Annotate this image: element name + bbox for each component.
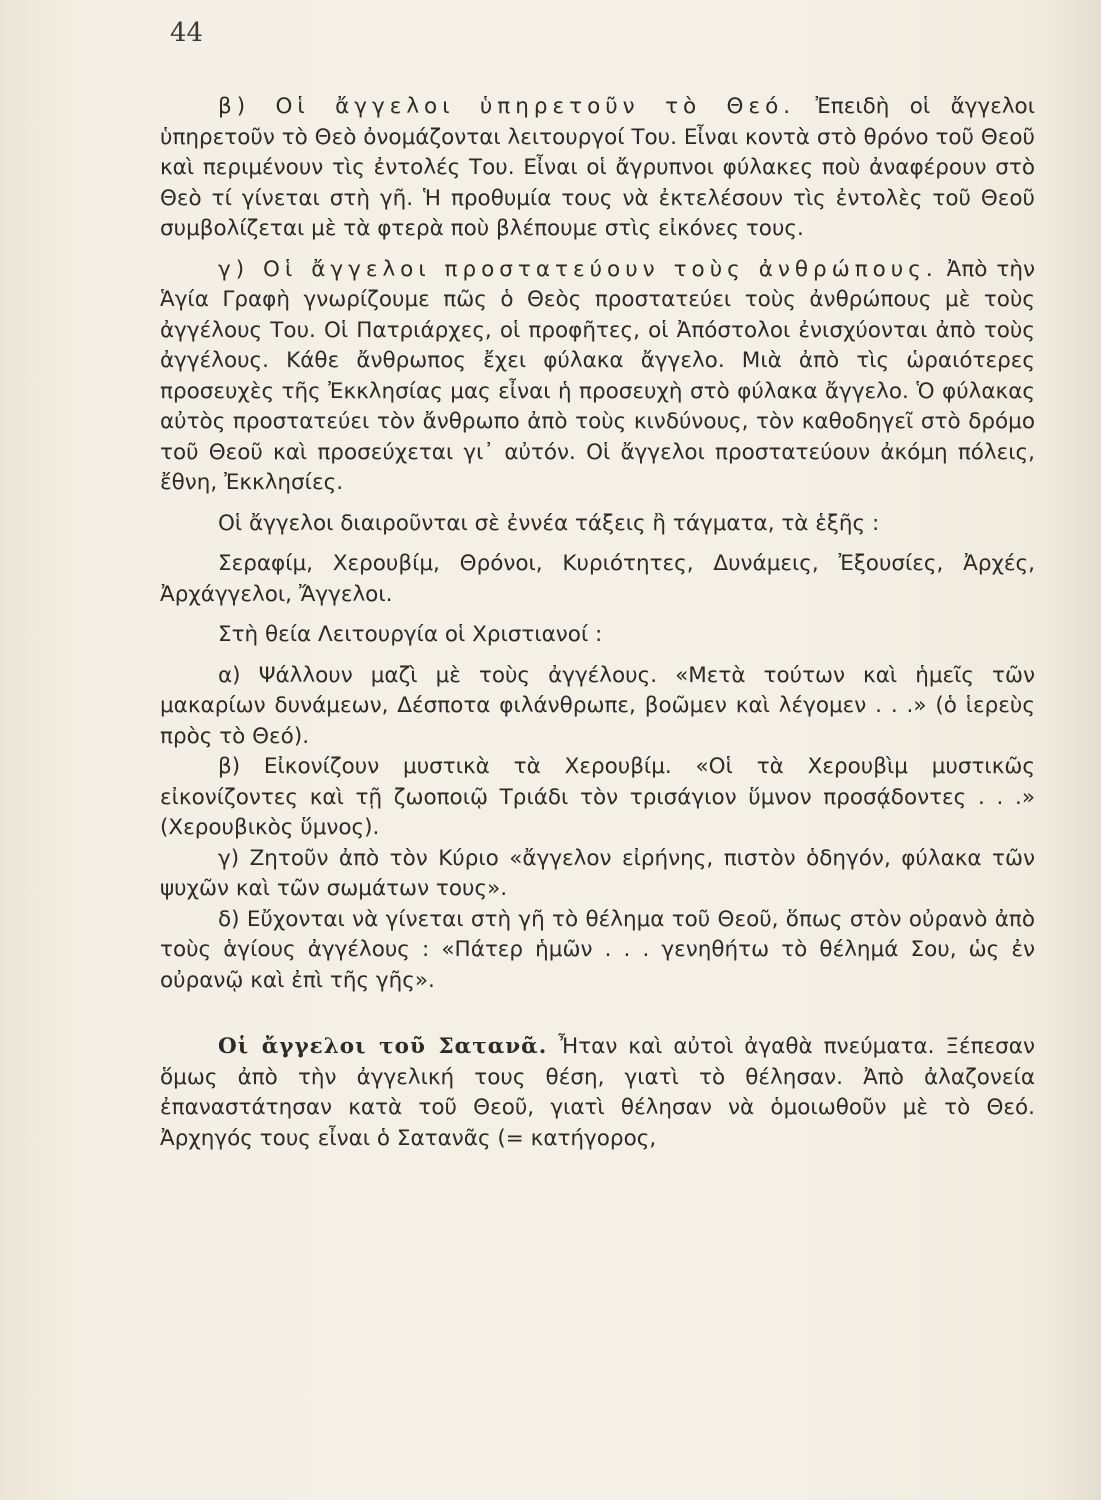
- paragraph-beta: [160, 92, 1035, 245]
- liturgy-intro: Στὴ θεία Λειτουργία οἱ Χριστιανοί :: [218, 622, 603, 647]
- heading-beta: β) Οἱ ἄγγελοι ὑπηρετοῦν τὸ Θεό.: [218, 94, 796, 119]
- heading-satan: Οἱ ἄγγελοι τοῦ Σατανᾶ.: [218, 1034, 548, 1059]
- liturgy-item-d: δ) Εὔχονται νὰ γίνεται στὴ γῆ τὸ θέλημα τοῦ Θεοῦ, ὅπως στὸν οὐρανὸ ἀπὸ τοὺς ἁγίους ἀγγέλους : «Πάτερ ἡμῶν . . . γενηθήτω τὸ θέλημά Σου, ὡς ἐν οὐρανῷ καὶ ἐπὶ τῆς γῆς».: [160, 906, 1035, 993]
- orders-list: Σεραφίμ, Χερουβίμ, Θρόνοι, Κυριότητες, Δυνάμεις, Ἐξουσίες, Ἀρχές, Ἀρχάγγελοι, Ἄγγελοι.: [160, 551, 1035, 607]
- page-number: 44: [170, 18, 204, 48]
- body-text: [160, 92, 1035, 1154]
- paragraph-gamma: [160, 255, 1035, 499]
- liturgy-item-c: γ) Ζητοῦν ἀπὸ τὸν Κύριο «ἄγγελον εἰρήνης, πιστὸν ὁδηγόν, φύλακα τῶν ψυχῶν καὶ τῶν σωμάτων τους».: [160, 845, 1035, 901]
- text-satan: Ἦταν καὶ αὐτοὶ ἀγαθὰ πνεύματα. Ξέπεσαν ὅμως ἀπὸ τὴν ἀγγελική τους θέση, γιατὶ τὸ θέλησαν. Ἀπὸ ἀλαζονεία ἐπαναστάτησαν κατὰ τοῦ Θεοῦ, γιατὶ θέλησαν νὰ ὁμοιωθοῦν μὲ τὸ Θεό. Ἀρχηγός τους εἶναι ὁ Σατανᾶς (= κατήγορος,: [160, 1034, 1035, 1151]
- heading-gamma: γ) Οἱ ἄγγελοι προστατεύουν τοὺς ἀνθρώπους.: [218, 256, 938, 282]
- liturgy-item-b: β) Εἰκονίζουν μυστικὰ τὰ Χερουβίμ. «Οἱ τὰ Χερουβὶμ μυστικῶς εἰκονίζοντες καὶ τῇ ζωοποιῷ Τριάδι τὸν τρισάγιον ὕμνον προσᾴδοντες . . .» (Χερουβικὸς ὕμνος).: [160, 754, 1035, 840]
- text-beta: Ἐπειδὴ οἱ ἄγγελοι ὑπηρετοῦν τὸ Θεὸ ὀνομάζονται λειτουργοί Του. Εἶναι κοντὰ στὸ θρόνο τοῦ Θεοῦ καὶ περιμένουν τὶς ἐντολές Του. Εἶναι οἱ ἄγρυπνοι φύλακες ποὺ ἀναφέρουν στὸ Θεὸ τί γίνεται στὴ γῆ. Ἡ προθυμία τους νὰ ἐκτελέσουν τὶς ἐντολὲς τοῦ Θεοῦ συμβολίζεται μὲ τὰ φτερὰ ποὺ βλέπουμε στὶς εἰκόνες τους.: [160, 94, 1035, 241]
- text-gamma: Ἀπὸ τὴν Ἁγία Γραφὴ γνωρίζουμε πῶς ὁ Θεὸς προστατεύει τοὺς ἀνθρώπους μὲ τοὺς ἀγγέλους Του. Οἱ Πατριάρχες, οἱ προφῆτες, οἱ Ἀπόστολοι ἐνισχύονται ἀπὸ τοὺς ἀγγέλους. Κάθε ἄνθρωπος ἔχει φύλακα ἄγγελο. Μιὰ ἀπὸ τὶς ὡραιότερες προσευχὲς τῆς Ἐκκλησίας μας εἶναι ἡ προσευχὴ στὸ φύλακα ἄγγελο. Ὁ φύλακας αὐτὸς προστατεύει τὸν ἄνθρωπο ἀπὸ τοὺς κινδύνους, τὸν καθοδηγεῖ στὸ δρόμο τοῦ Θεοῦ καὶ προσεύχεται γι᾿ αὐτόν. Οἱ ἄγγελοι προστατεύουν ἀκόμη πόλεις, ἔθνη, Ἐκκλησίες.: [160, 256, 1035, 495]
- liturgy-item-a: α) Ψάλλουν μαζὶ μὲ τοὺς ἀγγέλους. «Μετὰ τούτων καὶ ἡμεῖς τῶν μακαρίων δυνάμεων, Δέσποτα φιλάνθρωπε, βοῶμεν καὶ λέγομεν . . .» (ὁ ἱερεὺς πρὸς τὸ Θεό).: [160, 662, 1035, 749]
- page-edge-shadow: [1041, 0, 1101, 1500]
- orders-intro: Οἱ ἄγγελοι διαιροῦνται σὲ ἐννέα τάξεις ἢ τάγματα, τὰ ἑξῆς :: [218, 510, 880, 536]
- paragraph-satan: [160, 1032, 1035, 1154]
